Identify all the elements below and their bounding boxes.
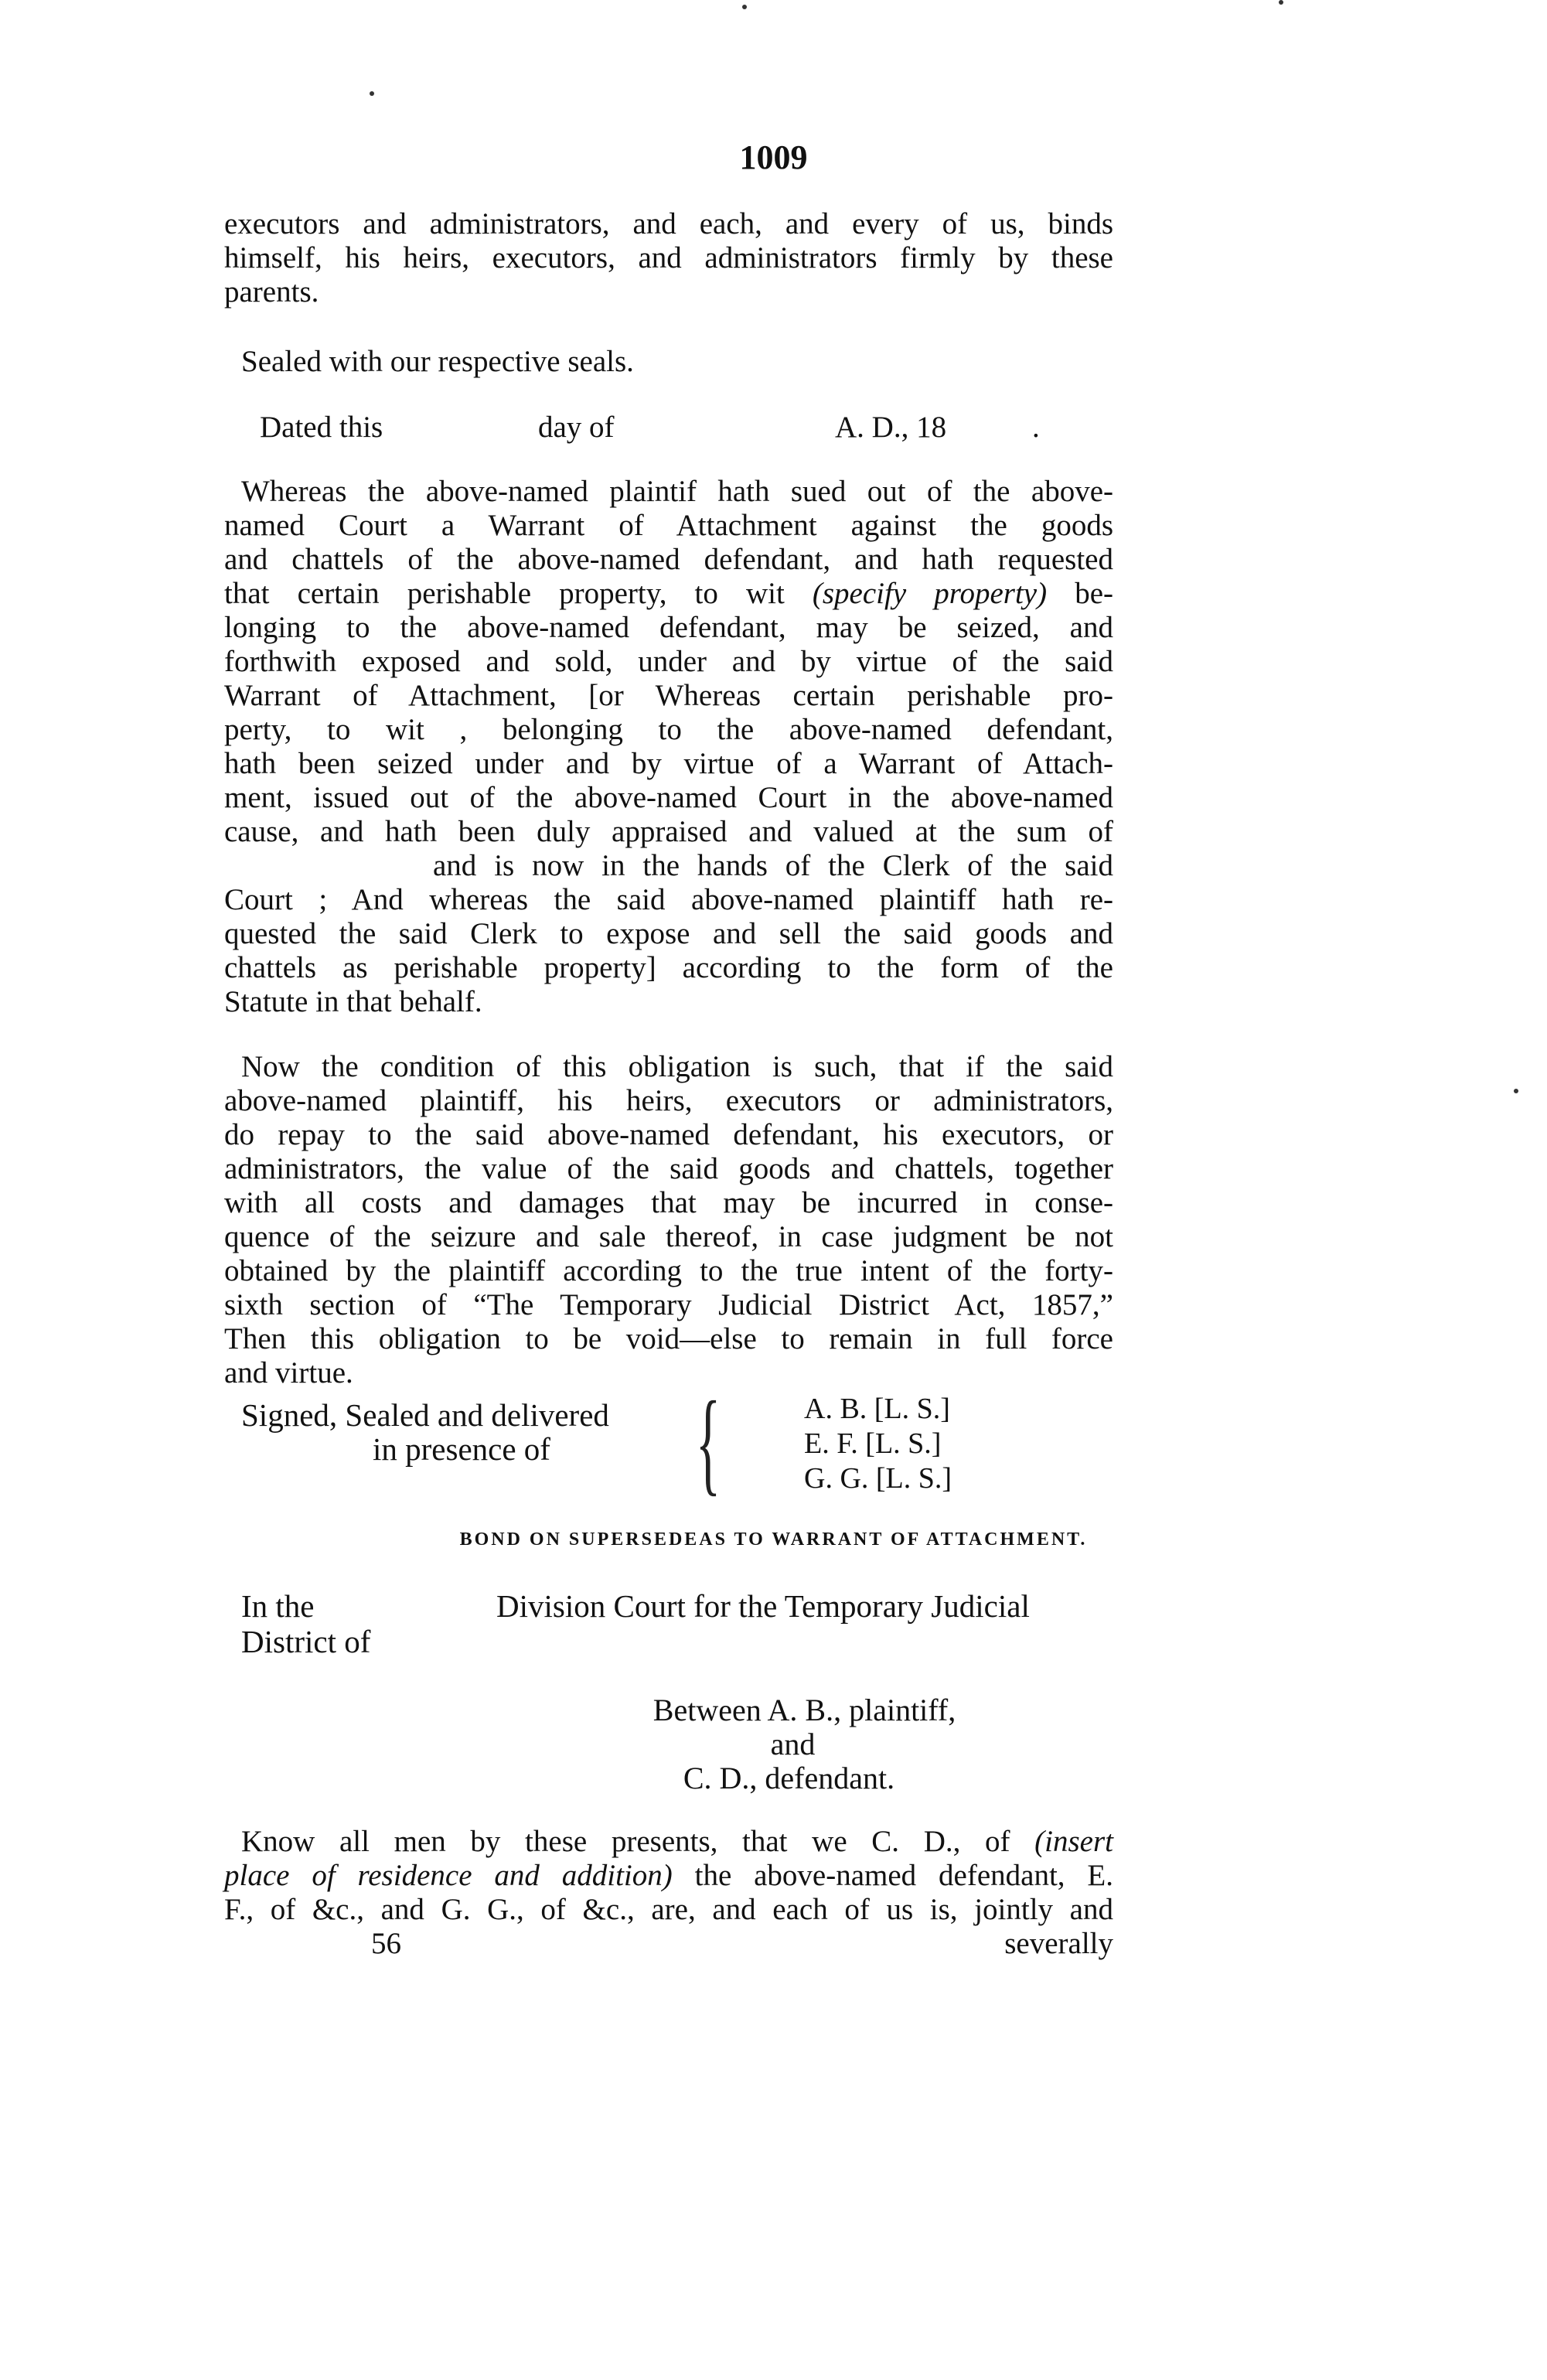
para2-line-14: quested the said Clerk to expose and sell the said goods and — [224, 917, 1113, 950]
para1-line-2: himself, his heirs, executors, and administrators firmly by these — [224, 241, 1113, 274]
para2-line-1: Whereas the above-named plaintif hath sued out of the above- — [241, 475, 1113, 508]
para4-line-1 — [241, 1825, 1113, 1859]
print-fleck — [1514, 1089, 1518, 1093]
para2-line-6: forthwith exposed and sold, under and by virtue of the said — [224, 645, 1113, 678]
para2-line-4-text: that certain perishable property, to wit — [224, 577, 785, 610]
para2-line-13: Court ; And whereas the said above-named plaintiff hath re- — [224, 883, 1113, 916]
para2-line-12: and is now in the hands of the Clerk of the said — [433, 849, 1113, 882]
para4-line-2-text: the above-named defendant, E. — [694, 1859, 1113, 1892]
signed-block — [241, 1398, 674, 1466]
para3-line-6: quence of the seizure and sale thereof, in case judgment be not — [224, 1220, 1113, 1253]
para3-line-5: with all costs and damages that may be incurred in conse- — [224, 1186, 1113, 1219]
page-number: 1009 — [739, 138, 808, 176]
para3-line-2: above-named plaintiff, his heirs, executors or administrators, — [224, 1084, 1113, 1117]
section-heading: BOND ON SUPERSEDEAS TO WARRANT OF ATTACHMENT. — [459, 1529, 1088, 1550]
party-gg: G. G. [L. S.] — [804, 1462, 952, 1495]
day-of: day of — [538, 411, 615, 444]
para1-line-1: executors and administrators, and each, and every of us, binds — [224, 207, 1113, 240]
para2-line-2: named Court a Warrant of Attachment against the goods — [224, 509, 1113, 542]
signature-mark: 56 — [371, 1927, 401, 1960]
para1-line-3: parents. — [224, 275, 319, 309]
court-left — [241, 1588, 370, 1659]
print-fleck — [370, 91, 374, 96]
para2-line-16: Statute in that behalf. — [224, 985, 482, 1018]
para4-line-3: F., of &c., and G. G., of &c., are, and each of us is, jointly and — [224, 1893, 1113, 1926]
party-ef: E. F. [L. S.] — [804, 1427, 942, 1460]
division-court: Division Court for the Temporary Judicial — [496, 1588, 1030, 1624]
para4-line-2 — [224, 1859, 1113, 1893]
para2-line-4 — [224, 577, 1113, 611]
para2-line-8: perty, to wit , belonging to the above-named defendant, — [224, 713, 1113, 746]
dated-period: . — [1032, 411, 1040, 444]
district-of: District of — [241, 1624, 371, 1659]
para3-line-10: and virtue. — [224, 1356, 353, 1389]
para2-line-7: Warrant of Attachment, [or Whereas certain perishable pro- — [224, 679, 1113, 712]
print-fleck — [1279, 0, 1283, 5]
para3-line-7: obtained by the plaintiff according to the true intent of the forty- — [224, 1254, 1113, 1287]
anno-domini: A. D., 18 — [835, 411, 947, 444]
between-line-1: Between A. B., plaintiff, — [653, 1693, 956, 1727]
para4-line-1-text: Know all men by these presents, that we C. D., of — [241, 1825, 1010, 1858]
in-the: In the — [241, 1588, 315, 1624]
signed-line-1: Signed, Sealed and delivered — [241, 1397, 609, 1433]
sealed-line: Sealed with our respective seals. — [241, 345, 634, 378]
para3-line-1: Now the condition of this obligation is such, that if the said — [241, 1050, 1113, 1083]
para2-line-9: hath been seized under and by virtue of a Warrant of Attach- — [224, 747, 1113, 780]
para3-line-9: Then this obligation to be void—else to remain in full force — [224, 1322, 1113, 1355]
para3-line-3: do repay to the said above-named defendant, his executors, or — [224, 1118, 1113, 1151]
para2-line-10: ment, issued out of the above-named Court in the above-named — [224, 781, 1113, 814]
para3-line-4: administrators, the value of the said goods and chattels, together — [224, 1152, 1113, 1185]
brace-mark: { — [695, 1378, 721, 1506]
para2-line-15: chattels as perishable property] according to the form of the — [224, 951, 1113, 984]
signed-line-2: in presence of — [373, 1431, 550, 1467]
residence-italic: place of residence and addition) — [224, 1859, 673, 1892]
print-fleck — [742, 5, 747, 9]
dated-this: Dated this — [260, 411, 383, 444]
party-ab: A. B. [L. S.] — [804, 1393, 950, 1425]
between-line-3: C. D., defendant. — [683, 1761, 895, 1795]
para2-line-4-end: be- — [1075, 577, 1114, 610]
party-list — [804, 1392, 952, 1496]
insert-italic: (insert — [1034, 1825, 1113, 1858]
para2-line-5: longing to the above-named defendant, may be seized, and — [224, 611, 1113, 644]
between-line-2: and — [770, 1727, 816, 1761]
catchword: severally — [1004, 1927, 1113, 1960]
para2-line-3: and chattels of the above-named defendant, and hath requested — [224, 543, 1113, 576]
specify-property: (specify property) — [812, 577, 1048, 610]
para3-line-8: sixth section of “The Temporary Judicial District Act, 1857,” — [224, 1288, 1113, 1321]
para2-line-11: cause, and hath been duly appraised and valued at the sum of — [224, 815, 1113, 848]
